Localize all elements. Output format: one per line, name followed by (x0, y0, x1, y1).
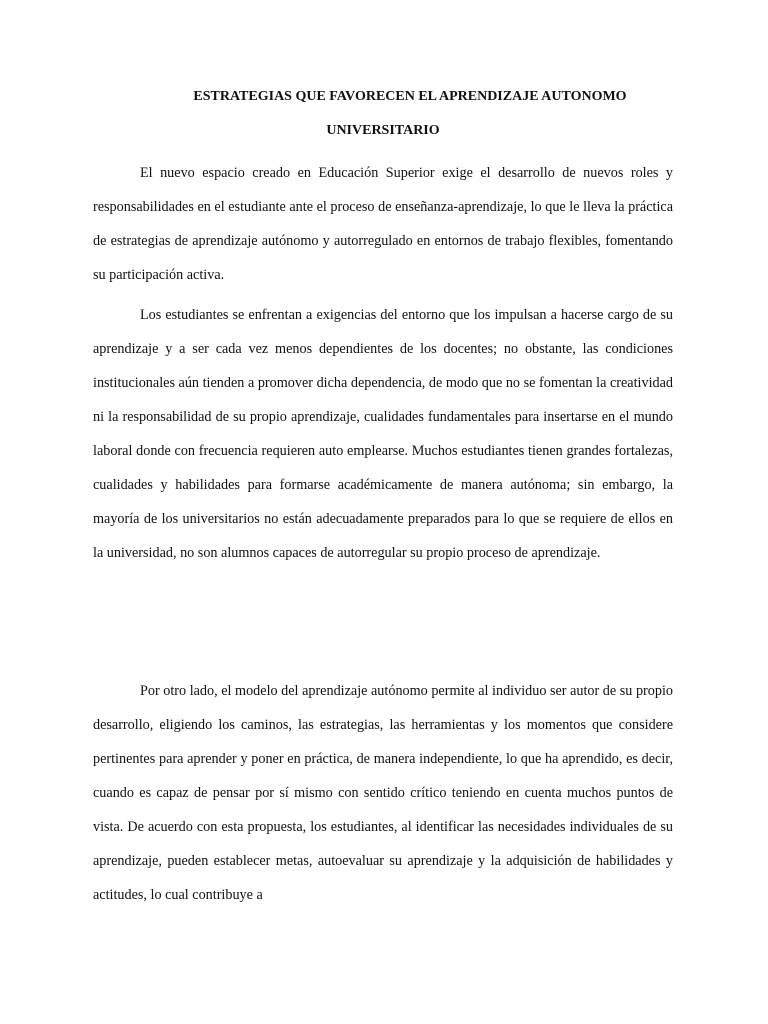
document-title-line-2: UNIVERSITARIO (326, 123, 440, 138)
document-title-line-1: ESTRATEGIAS QUE FAVORECEN EL APRENDIZAJE AUTONOMO (193, 89, 627, 104)
paragraph-3: Por otro lado, el modelo del aprendizaje autónomo permite al individuo ser autor de su propio desarrollo, eligiendo los caminos, las estrategias, las herramientas y los momentos que considere pertinentes para aprender y poner en práctica, de manera independiente, lo que ha aprendido, es decir, cuando es capaz de pensar por sí mismo con sentido crítico teniendo en cuenta muchos puntos de vista. De acuerdo con esta propuesta, los estudiantes, al identificar las necesidades individuales de su aprendizaje, pueden establecer metas, autoevaluar su aprendizaje y la adquisición de habilidades y actitudes, lo cual contribuye a (93, 683, 673, 903)
paragraph-1: El nuevo espacio creado en Educación Superior exige el desarrollo de nuevos roles y responsabilidades en el estudiante ante el proceso de enseñanza-aprendizaje, lo que le lleva la práctica de estrategias de aprendizaje autónomo y autorregulado en entornos de trabajo flexibles, fomentando su participación activa. (93, 165, 673, 283)
paragraph-2: Los estudiantes se enfrentan a exigencias del entorno que los impulsan a hacerse cargo de su aprendizaje y a ser cada vez menos dependientes de los docentes; no obstante, las condiciones institucionales aún tienden a promover dicha dependencia, de modo que no se fomentan la creatividad ni la responsabilidad de su propio aprendizaje, cualidades fundamentales para insertarse en el mundo laboral donde con frecuencia requieren auto emplearse. Muchos estudiantes tienen grandes fortalezas, cualidades y habilidades para formarse académicamente de manera autónoma; sin embargo, la mayoría de los universitarios no están adecuadamente preparados para lo que se requiere de ellos en la universidad, no son alumnos capaces de autorregular su propio proceso de aprendizaje. (93, 307, 673, 561)
